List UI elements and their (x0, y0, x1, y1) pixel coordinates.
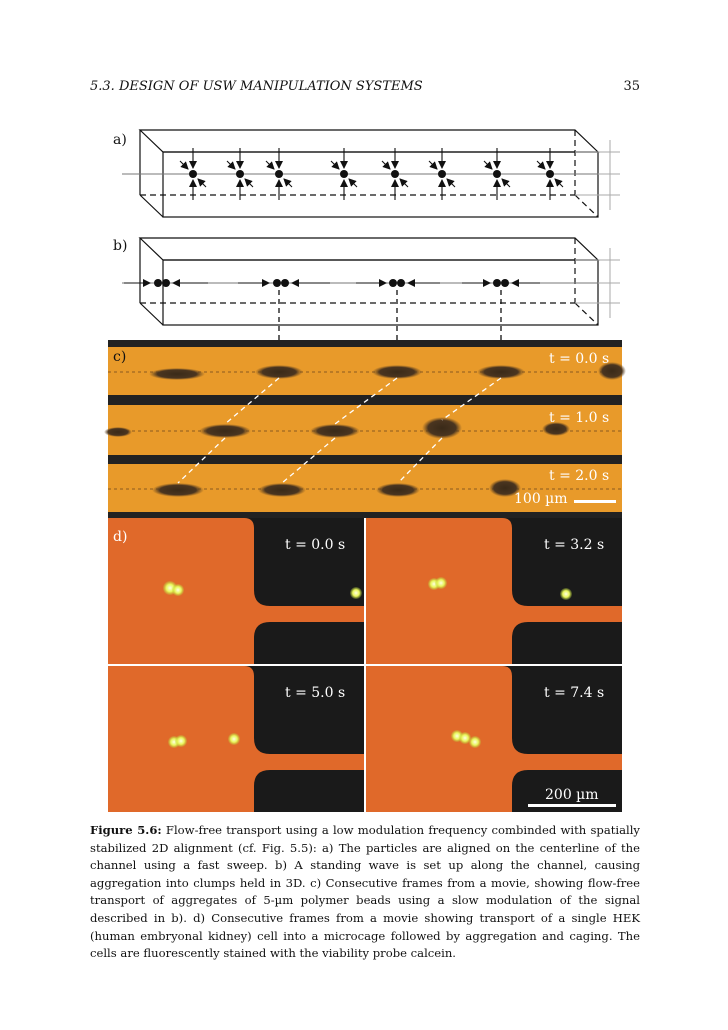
panel-c-frames (104, 340, 626, 518)
panel-b-label: b) (113, 238, 128, 254)
panel-c-scalebar-label: 100 µm (514, 491, 568, 507)
panel-d-time-4: t = 7.4 s (544, 685, 605, 701)
panel-d-time-1: t = 0.0 s (285, 537, 346, 553)
panel-d-time-2: t = 3.2 s (544, 537, 605, 553)
panel-c-time-2: t = 1.0 s (549, 410, 610, 426)
page-number: 35 (623, 79, 640, 94)
caption-text: Flow-free transport using a low modulation frequency combinded with spatially stabilized 2D alignment (cf. Fig. 5.5): a) The particles are aligned on the centerline of the channel using a fast sweep. b) A standing wave is set up along the channel, causing aggregation into clumps held in 3D. c) Consecutive frames from a movie, showing flow-free transport of aggregates of 5-µm polymer beads using a slow modulation of the signal described in b). d) Consecutive frames from a movie showing transport of a single HEK (human embryonal kidney) cell into a microcage followed by aggregation and caging. The cells are fluorescently stained with the viability probe calcein. (90, 823, 640, 961)
panel-c-label: c) (113, 349, 127, 365)
panel-c-time-1: t = 0.0 s (549, 351, 610, 367)
caption-lead: Figure 5.6: (90, 823, 162, 837)
panel-a-label: a) (113, 132, 127, 148)
panel-d-scalebar (528, 804, 616, 807)
panel-c-time-3: t = 2.0 s (549, 468, 610, 484)
panel-c-scalebar (574, 500, 616, 503)
panel-a-diagram (113, 130, 620, 217)
panel-d-label: d) (113, 529, 128, 545)
panel-d-frames (108, 518, 622, 812)
panel-d-scalebar-label: 200 µm (545, 787, 599, 803)
panel-d-time-3: t = 5.0 s (285, 685, 346, 701)
figure-caption (90, 822, 640, 963)
running-title: 5.3. DESIGN OF USW MANIPULATION SYSTEMS (90, 79, 423, 94)
